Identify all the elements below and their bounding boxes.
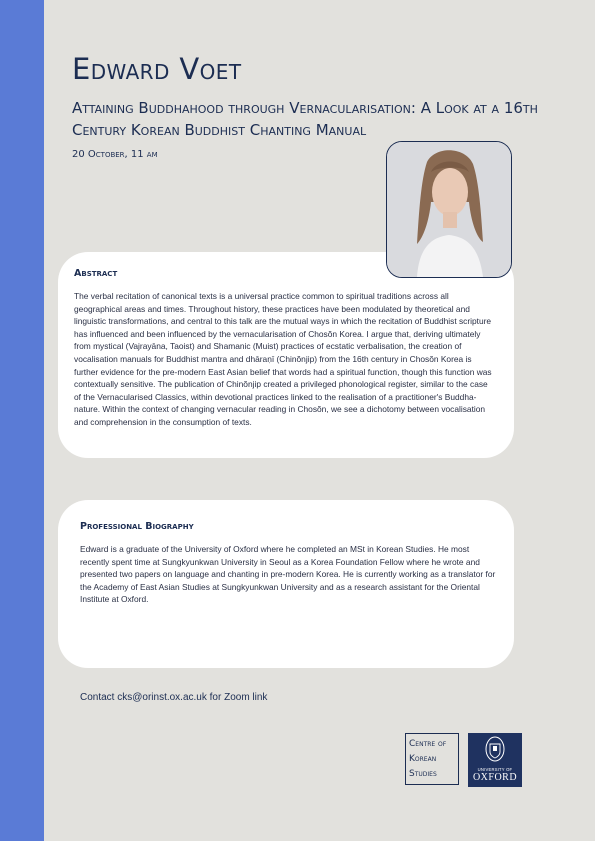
university-of-oxford-logo [468, 733, 522, 787]
biography-card [58, 500, 514, 668]
oxford-logo-subtitle: UNIVERSITY OF [477, 767, 513, 772]
cks-logo-line: Korean [409, 754, 437, 764]
biography-text: Edward is a graduate of the University of Oxford where he completed an MSt in Korean Studies. He most recently spent time at Sungkyunkwan University in Seoul as a Korea Foundation Fellow where he wrote and presented two papers on language and chanting in pre-modern Korea. He is currently working as a translator for the Academy of East Asian Studies at Sungkyunkwan University and as a research assistant for the Oriental Institute at Oxford. [80, 544, 496, 605]
portrait-image [387, 142, 511, 277]
cks-logo-line: Studies [409, 769, 437, 779]
talk-date: 20 October, 11 am [72, 149, 158, 160]
abstract-card [58, 252, 514, 458]
oxford-crest-icon [485, 736, 505, 764]
side-accent-bar [0, 0, 44, 841]
speaker-name: Edward Voet [72, 52, 242, 86]
talk-title: Attaining Buddhahood through Vernacularisation: A Look at a 16th Century Korean Buddhist Chanting Manual [72, 99, 538, 139]
speaker-portrait [386, 141, 512, 278]
oxford-logo-wordmark: OXFORD [472, 772, 518, 783]
biography-heading: Professional Biography [80, 521, 194, 532]
cks-logo-line: Centre of [409, 739, 447, 749]
contact-line: Contact cks@orinst.ox.ac.uk for Zoom link [80, 692, 268, 703]
centre-of-korean-studies-logo [405, 733, 459, 785]
abstract-text: The verbal recitation of canonical texts is a universal practice common to spiritual traditions across all geographical areas and times. Throughout history, these practices have been modulated by theoretical and linguistic transformations, and central to this talk are the mutual ways in which the recitation of Buddhist scripture has influenced and been influenced by the vernacularisation of Chosŏn Korea. I argue that, deriving ultimately from mystical (Vajrayāna, Taoist) and Shamanic (Muist) practices of ecstatic verbalisation, the creation of vocalisation manuals for Buddhist mantra and dhāraṇī (Chinŏnjip) from the 16th century in Chosŏn Korea is further evidence for the pre-modern East Asian belief that words had a spiritual function, though this function was contextually sensitive. The publication of Chinŏnjip created a privileged phonological register, similar to the case of the Vernacularised Classics, within devotional practices linked to the realisation of a practitioner's Buddha-nature. Within the context of changing vernacular reading in Chosŏn, we see a dichotomy between vocalisation and comprehension in the consumption of texts. [74, 291, 492, 427]
abstract-heading: Abstract [74, 268, 118, 279]
